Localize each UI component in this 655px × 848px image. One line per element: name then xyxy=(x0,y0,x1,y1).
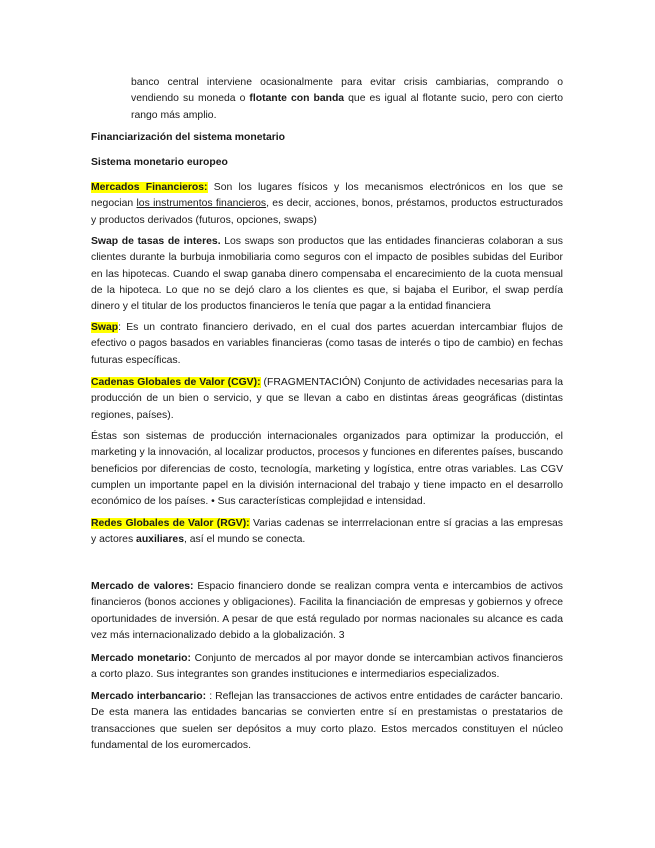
paragraph-text: banco central interviene ocasionalmente para evitar crisis cambiarias, comprando o vendiendo su moneda o xyxy=(131,77,563,105)
paragraph-text: Conjunto de mercados al por mayor donde se intercambian activos financieros a corto plazo. Sus integrantes son grandes instituciones e intermediarios especializados. xyxy=(91,653,563,681)
paragraph-flotante-con-banda xyxy=(131,75,563,124)
bold-term: auxiliares xyxy=(136,534,184,546)
paragraph-text: Varias cadenas se interrrelacionan entre sí gracias a las empresas y actores xyxy=(91,518,563,546)
paragraph-mercado-valores xyxy=(91,579,563,644)
bold-term: Mercado interbancario: xyxy=(91,691,207,702)
paragraph-mercados-financieros xyxy=(91,180,563,229)
paragraph-text: , así el mundo se conecta. xyxy=(184,534,306,546)
highlighted-term: Mercados Financieros: xyxy=(91,182,208,193)
bold-term: Mercado monetario: xyxy=(91,653,191,664)
bold-term: Swap de tasas de interes. xyxy=(91,236,221,247)
paragraph-mercado-interbancario xyxy=(91,689,563,754)
paragraph-text: , es decir, acciones, bonos, préstamos, productos estructurados y productos derivados (futuros, opciones, swaps) xyxy=(91,198,563,226)
paragraph-swap-tasas xyxy=(91,234,563,315)
paragraph-text: Espacio financiero donde se realizan compra venta e intercambios de activos financieros (bonos acciones y obligaciones). Facilita la financiación de empresas y gobiernos y ofrece oportunidades de inversión. A pesar de que está regulado por normas nacionales su alcance es cada vez más internacionalizado debido a la globalización. 3 xyxy=(91,581,563,641)
paragraph-text: que es igual al flotante sucio, pero con cierto rango más amplio. xyxy=(131,93,563,121)
paragraph-mercado-monetario xyxy=(91,651,563,684)
highlighted-term: Swap xyxy=(91,322,119,333)
bold-term: Mercado de valores: xyxy=(91,581,194,592)
paragraph-redes-globales xyxy=(91,516,563,549)
paragraph-text: : Es un contrato financiero derivado, en el cual dos partes acuerdan intercambiar flujos de efectivo o pagos basados en variables financieras (como tasas de interés o tipo de cambio) en fechas futuras específicas. xyxy=(91,322,563,366)
paragraph-cadenas-globales xyxy=(91,375,563,424)
highlighted-term: Redes Globales de Valor (RGV): xyxy=(91,518,250,529)
paragraph-text: : Reflejan las transacciones de activos entre entidades de carácter bancario. De esta manera las entidades bancarias se convierten entre sí en prestamistas o prestatarios de transacciones que suelen ser depósitos a muy corto plazo. Estos mercados constituyen el núcleo fundamental de los euromercados. xyxy=(91,691,563,751)
heading-sistema-monetario-europeo: Sistema monetario europeo xyxy=(91,157,228,168)
paragraph-text: Los swaps son productos que las entidades financieras colaboran a sus clientes durante la burbuja inmobiliaria como seguros con el impacto de posibles subidas del Euribor en las hipotecas. Cuando el swap ganaba dinero compensaba el encarecimiento de la cuota mensual de la hipoteca. Lo que no se dejó claro a los clientes es que, si bajaba el Euribor, el swap perdía dinero y el titular de los productos financieros le tenía que pagar a la entidad financiera xyxy=(91,236,563,313)
highlighted-term: Cadenas Globales de Valor (CGV): xyxy=(91,377,261,388)
paragraph-swap xyxy=(91,320,563,369)
underlined-text: los instrumentos financieros xyxy=(136,198,267,210)
heading-financiarizacion: Financiarización del sistema monetario xyxy=(91,132,286,143)
paragraph-text: Son los lugares físicos y los mecanismos electrónicos en los que se negocian xyxy=(91,182,563,210)
paragraph-sistemas-produccion xyxy=(91,429,563,510)
paragraph-text: (FRAGMENTACIÓN) Conjunto de actividades necesarias para la producción de un bien o servicio, y que se llevan a cabo en distintas áreas geográficas (distintas regiones, países). xyxy=(91,377,563,421)
paragraph-text: Éstas son sistemas de producción internacionales organizados para optimizar la producción, el marketing y la innovación, al localizar productos, procesos y funciones en diferentes países, buscando beneficios por diferencias de costo, tecnología, marketing y logística, entre otras variables. Las CGV cumplen un importante papel en la división internacional del trabajo y tiene impacto en el desarrollo económico de los países. • Sus características complejidad e intensidad. xyxy=(91,431,563,508)
bold-term: flotante con banda xyxy=(249,93,345,105)
